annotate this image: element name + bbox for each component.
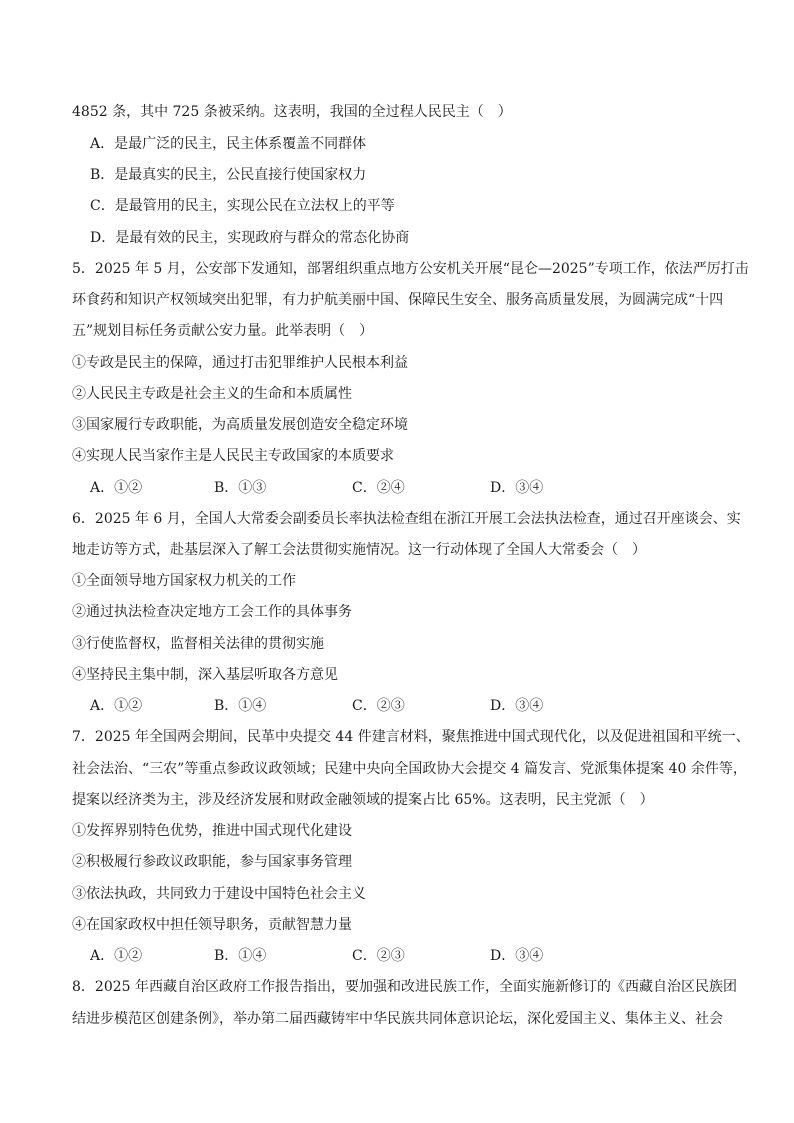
q6-choice-a: A．①② [90, 698, 143, 714]
q5-choice-c: C．②④ [352, 480, 405, 496]
q4-stem: 4852 条，其中 725 条被采纳。这表明，我国的全过程人民民主（ ） [72, 104, 512, 120]
q7-stem-line: 提案以经济类为主，涉及经济发展和财政金融领域的提案占比 65%。这表明，民主党派（ ） [72, 792, 654, 808]
q5-choice-b: B．①③ [214, 480, 267, 496]
q6-choice-d: D．③④ [490, 698, 544, 714]
q5-choice-d: D．③④ [490, 480, 544, 496]
q6-choice-b: B．①④ [214, 698, 267, 714]
q5-statement-1: ①专政是民主的保障，通过打击犯罪维护人民根本利益 [72, 355, 408, 371]
q8-stem-line: 结进步模范区创建条例》，举办第二届西藏铸牢中华民族共同体意识论坛，深化爱国主义、集体主义、社会 [72, 1011, 723, 1027]
q6-choice-c: C．②③ [352, 698, 405, 714]
q4-option-d: D．是最有效的民主，实现政府与群众的常态化协商 [90, 230, 410, 246]
q5-stem-line: 5．2025 年 5 月，公安部下发通知，部署组织重点地方公安机关开展“昆仑—2025”专项工作，依法严厉打击 [72, 261, 749, 277]
q7-statement-1: ①发挥界别特色优势，推进中国式现代化建设 [72, 823, 352, 839]
q5-choices [90, 478, 730, 498]
q5-choice-a: A．①② [90, 480, 143, 496]
q6-stem-line: 地走访等方式，赴基层深入了解工会法贯彻实施情况。这一行动体现了全国人大常委会（ ） [72, 542, 646, 558]
q7-choice-a: A．①② [90, 948, 143, 964]
q6-statement-3: ③行使监督权，监督相关法律的贯彻实施 [72, 636, 324, 652]
q6-choices [90, 696, 730, 716]
q5-statement-3: ③国家履行专政职能，为高质量发展创造安全稳定环境 [72, 417, 408, 433]
q6-statement-1: ①全面领导地方国家权力机关的工作 [72, 573, 296, 589]
q5-stem-line: 环食药和知识产权领域突出犯罪，有力护航美丽中国、保障民生安全、服务高质量发展，为圆满完成“十四 [72, 292, 724, 308]
q5-statement-4: ④实现人民当家作主是人民民主专政国家的本质要求 [72, 448, 394, 464]
q7-stem-line: 7．2025 年全国两会期间，民革中央提交 44 件建言材料，聚焦推进中国式现代化，以及促进祖国和平统一、 [72, 729, 750, 745]
q6-statement-2: ②通过执法检查决定地方工会工作的具体事务 [72, 604, 352, 620]
q7-choices [90, 946, 730, 966]
q7-statement-2: ②积极履行参政议政职能，参与国家事务管理 [72, 854, 352, 870]
q7-choice-d: D．③④ [490, 948, 544, 964]
q5-statement-2: ②人民民主专政是社会主义的生命和本质属性 [72, 386, 352, 402]
q6-statement-4: ④坚持民主集中制，深入基层听取各方意见 [72, 667, 338, 683]
q7-choice-c: C．②③ [352, 948, 405, 964]
q4-option-a: A．是最广泛的民主，民主体系覆盖不同群体 [90, 136, 367, 152]
q5-stem-line: 五”规划目标任务贡献公安力量。此举表明（ ） [72, 323, 374, 339]
q7-statement-4: ④在国家政权中担任领导职务，贡献智慧力量 [72, 917, 352, 933]
q7-choice-b: B．①④ [214, 948, 267, 964]
q4-option-c: C．是最管用的民主，实现公民在立法权上的平等 [90, 198, 395, 214]
q8-stem-line: 8．2025 年西藏自治区政府工作报告指出，要加强和改进民族工作，全面实施新修订的《西藏自治区民族团 [72, 979, 737, 995]
q4-option-b: B．是最真实的民主，公民直接行使国家权力 [90, 167, 367, 183]
q7-stem-line: 社会法治、“三农”等重点参政议政领域；民建中央向全国政协大会提交 4 篇发言、党派集体提案 40 余件等， [72, 761, 747, 777]
q6-stem-line: 6．2025 年 6 月，全国人大常委会副委员长率执法检查组在浙江开展工会法执法检查，通过召开座谈会、实 [72, 511, 741, 527]
q7-statement-3: ③依法执政，共同致力于建设中国特色社会主义 [72, 886, 366, 902]
